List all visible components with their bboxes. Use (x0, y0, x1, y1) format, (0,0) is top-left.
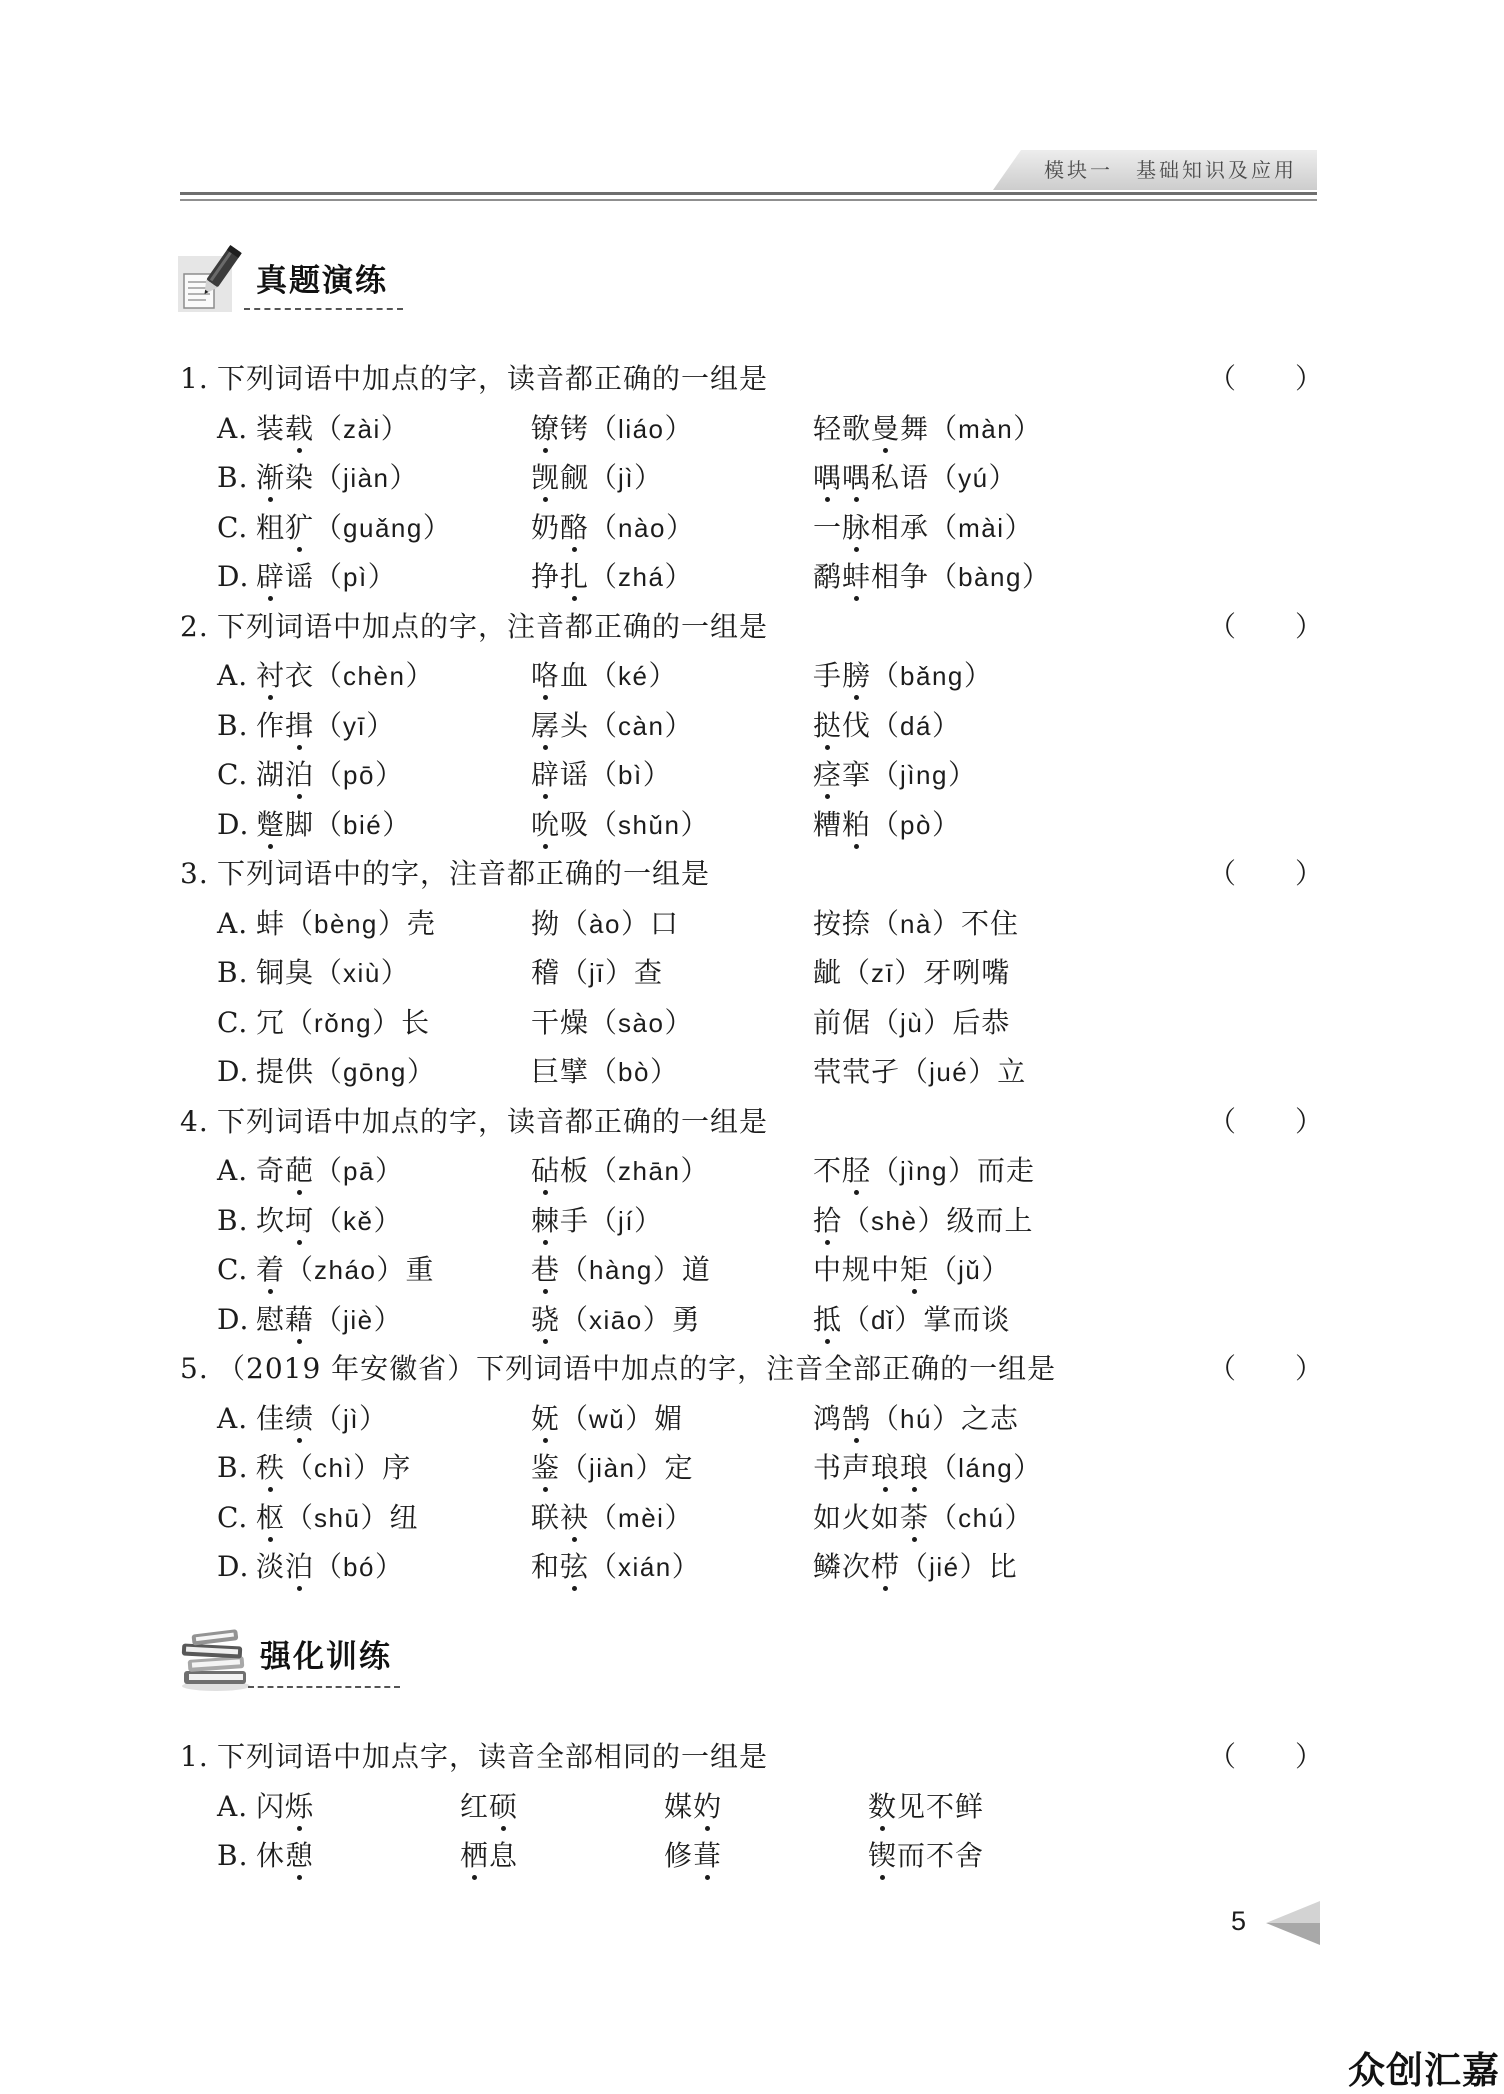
option-word: 联袂（mèi） (531, 1500, 694, 1534)
option-word: 和弦（xián） (531, 1550, 701, 1583)
option-word: 鳞次栉（jié）比 (813, 1550, 1018, 1583)
option-word: 轻歌曼舞（màn） (813, 411, 1043, 445)
option-word: 辟谣（bì） (531, 758, 672, 791)
option-word: 装载（zài） (256, 411, 410, 445)
option-label: B. (217, 956, 249, 989)
option-label: D. (217, 560, 250, 593)
option-word: 书声琅琅（láng） (813, 1451, 1043, 1484)
answer-blank: （ ） (1208, 857, 1325, 890)
option-row (0, 1047, 1504, 1097)
option-row (0, 1443, 1504, 1493)
option-word: 奶酪（nào） (531, 510, 695, 544)
option-word: 蹩脚（bié） (256, 807, 412, 841)
option-word: 提供（gōng） (256, 1055, 436, 1088)
option-word: 铜臭（xiù） (256, 956, 410, 989)
option-row (0, 552, 1504, 602)
option-word: 淡泊（bó） (256, 1550, 404, 1583)
option-word: 挣扎（zhá） (531, 560, 694, 593)
section-title-real-exam: 真题演练 (256, 263, 388, 299)
option-word: 拾（shè）级而上 (813, 1203, 1034, 1237)
option-word: 数见不鲜 (868, 1789, 985, 1823)
option-row (0, 1831, 1504, 1881)
option-word: 作揖（yī） (256, 708, 396, 742)
option-word: 挞伐（dá） (813, 708, 961, 742)
option-word: 红硕 (460, 1789, 519, 1823)
option-row (0, 1295, 1504, 1345)
option-word: 按捺（nà）不住 (813, 906, 1020, 940)
option-word: 休憩 (256, 1839, 315, 1872)
option-word: 不胫（jìng）而走 (813, 1154, 1036, 1187)
option-word: 鉴（jiàn）定 (531, 1451, 694, 1484)
option-word: 干燥（sào） (531, 1005, 694, 1039)
option-word: 觊觎（jì） (531, 461, 664, 494)
question-stem-row (0, 602, 1504, 652)
option-row (0, 899, 1504, 949)
option-word: 修葺 (664, 1839, 723, 1872)
question-stem-row (0, 1097, 1504, 1147)
question-number: 1. (180, 1740, 209, 1773)
option-row (0, 948, 1504, 998)
option-word: 媒妁 (664, 1789, 723, 1823)
option-word: 抵（dǐ）掌而谈 (813, 1302, 1011, 1336)
option-label: C. (217, 510, 249, 544)
page-arrow-icon (1262, 1897, 1324, 1949)
option-row (0, 1196, 1504, 1246)
option-row (0, 800, 1504, 850)
question-number: 4. (180, 1104, 209, 1138)
option-word: 茕茕孑（jué）立 (813, 1055, 1027, 1088)
option-label: C. (217, 1500, 249, 1534)
option-word: 如火如荼（chú） (813, 1500, 1034, 1534)
answer-blank: （ ） (1208, 1352, 1325, 1385)
book-stack-icon (178, 1624, 252, 1692)
option-word: 坎坷（kě） (256, 1203, 403, 1237)
option-word: 痉挛（jìng） (813, 758, 977, 791)
option-word: 奇葩（pā） (256, 1154, 404, 1187)
option-row (0, 998, 1504, 1048)
section-title-drill: 强化训练 (260, 1639, 392, 1675)
option-label: D. (217, 1302, 250, 1336)
section-title-underline (244, 308, 403, 310)
option-word: 鸿鹄（hú）之志 (813, 1401, 1020, 1435)
option-word: 龇（zī）牙咧嘴 (813, 956, 1011, 989)
question-stem: 下列词语中加点的字，注音都正确的一组是 (217, 609, 769, 643)
option-word: 冗（rǒng）长 (256, 1005, 431, 1039)
option-word: 孱头（càn） (531, 708, 694, 742)
option-word: 蚌（bèng）壳 (256, 906, 436, 940)
answer-blank: （ ） (1208, 362, 1325, 395)
option-label: B. (217, 461, 249, 494)
answer-blank: （ ） (1208, 1740, 1325, 1773)
question-stem-row (0, 1344, 1504, 1394)
option-word: 锲而不舍 (868, 1839, 985, 1872)
option-label: A. (217, 1789, 249, 1823)
option-word: 枢（shū）纽 (256, 1500, 419, 1534)
section-title-underline (248, 1686, 400, 1688)
option-label: D. (217, 807, 250, 841)
option-word: 湖泊（pō） (256, 758, 404, 791)
option-row (0, 1245, 1504, 1295)
option-word: 衬衣（chèn） (256, 659, 435, 692)
option-word: 佳绩（jì） (256, 1401, 389, 1435)
option-word: 辟谣（pì） (256, 560, 397, 593)
option-word: 咯血（ké） (531, 659, 678, 692)
option-word: 着（zháo）重 (256, 1253, 435, 1286)
option-row (0, 1782, 1504, 1832)
question-number: 1. (180, 362, 209, 395)
option-label: A. (217, 411, 249, 445)
option-label: D. (217, 1055, 250, 1088)
question-number: 3. (180, 857, 209, 890)
option-word: 砧板（zhān） (531, 1154, 710, 1187)
option-row (0, 404, 1504, 454)
option-word: 糟粕（pò） (813, 807, 961, 841)
question-stem: （2019 年安徽省）下列词语中加点的字，注音全部正确的一组是 (217, 1352, 1057, 1385)
pen-notepad-icon (178, 244, 244, 314)
option-word: 秩（chì）序 (256, 1451, 412, 1484)
option-row (0, 503, 1504, 553)
option-word: 渐染（jiàn） (256, 461, 419, 494)
question-stem-row (0, 354, 1504, 404)
module-tab-label: 模块一 基础知识及应用 (1044, 158, 1297, 182)
option-label: A. (217, 1401, 249, 1435)
option-label: C. (217, 1253, 249, 1286)
option-word: 骁（xiāo）勇 (531, 1302, 701, 1336)
option-word: 吮吸（shǔn） (531, 807, 710, 841)
option-row (0, 651, 1504, 701)
option-label: C. (217, 1005, 249, 1039)
question-stem-row (0, 1732, 1504, 1782)
option-label: D. (217, 1550, 250, 1583)
option-label: B. (217, 1451, 249, 1484)
header-rule-thick (180, 192, 1317, 195)
option-row (0, 701, 1504, 751)
option-row (0, 1146, 1504, 1196)
option-label: B. (217, 1203, 249, 1237)
watermark: 众创汇嘉 (1348, 2049, 1500, 2092)
option-label: A. (217, 1154, 249, 1187)
question-stem: 下列词语中加点的字，读音都正确的一组是 (217, 1104, 769, 1138)
answer-blank: （ ） (1208, 609, 1325, 643)
option-word: 棘手（jí） (531, 1203, 664, 1237)
question-number: 5. (180, 1352, 209, 1385)
question-number: 2. (180, 609, 209, 643)
option-row (0, 453, 1504, 503)
question-stem-row (0, 849, 1504, 899)
option-word: 栖息 (460, 1839, 519, 1872)
option-word: 妩（wǔ）媚 (531, 1401, 684, 1435)
option-label: A. (217, 659, 249, 692)
option-word: 手膀（bǎng） (813, 659, 993, 692)
question-list-drill (0, 1732, 1504, 1881)
option-word: 鹬蚌相争（bàng） (813, 560, 1051, 593)
question-list-real-exam (0, 354, 1504, 1592)
question-stem: 下列词语中加点的字，读音都正确的一组是 (217, 362, 769, 395)
header-rule-thin (180, 199, 1317, 201)
option-row (0, 750, 1504, 800)
answer-blank: （ ） (1208, 1104, 1325, 1138)
option-word: 拗（ào）口 (531, 906, 679, 940)
option-row (0, 1493, 1504, 1543)
option-label: A. (217, 906, 249, 940)
question-stem: 下列词语中加点字，读音全部相同的一组是 (217, 1740, 769, 1773)
option-word: 巷（hàng）道 (531, 1253, 711, 1286)
option-word: 喁喁私语（yú） (813, 461, 1018, 494)
option-word: 前倨（jù）后恭 (813, 1005, 1011, 1039)
option-word: 中规中矩（jǔ） (813, 1253, 1011, 1286)
option-word: 粗犷（guǎng） (256, 510, 452, 544)
option-word: 镣铐（liáo） (531, 411, 694, 445)
option-word: 闪烁 (256, 1789, 315, 1823)
option-word: 巨擘（bò） (531, 1055, 679, 1088)
option-word: 慰藉（jiè） (256, 1302, 403, 1336)
option-label: C. (217, 758, 249, 791)
option-word: 一脉相承（mài） (813, 510, 1034, 544)
option-row (0, 1542, 1504, 1592)
option-row (0, 1394, 1504, 1444)
option-label: B. (217, 1839, 249, 1872)
question-stem: 下列词语中的字，注音都正确的一组是 (217, 857, 711, 890)
page-number: 5 (1231, 1906, 1247, 1936)
option-label: B. (217, 708, 249, 742)
option-word: 稽（jī）查 (531, 956, 664, 989)
